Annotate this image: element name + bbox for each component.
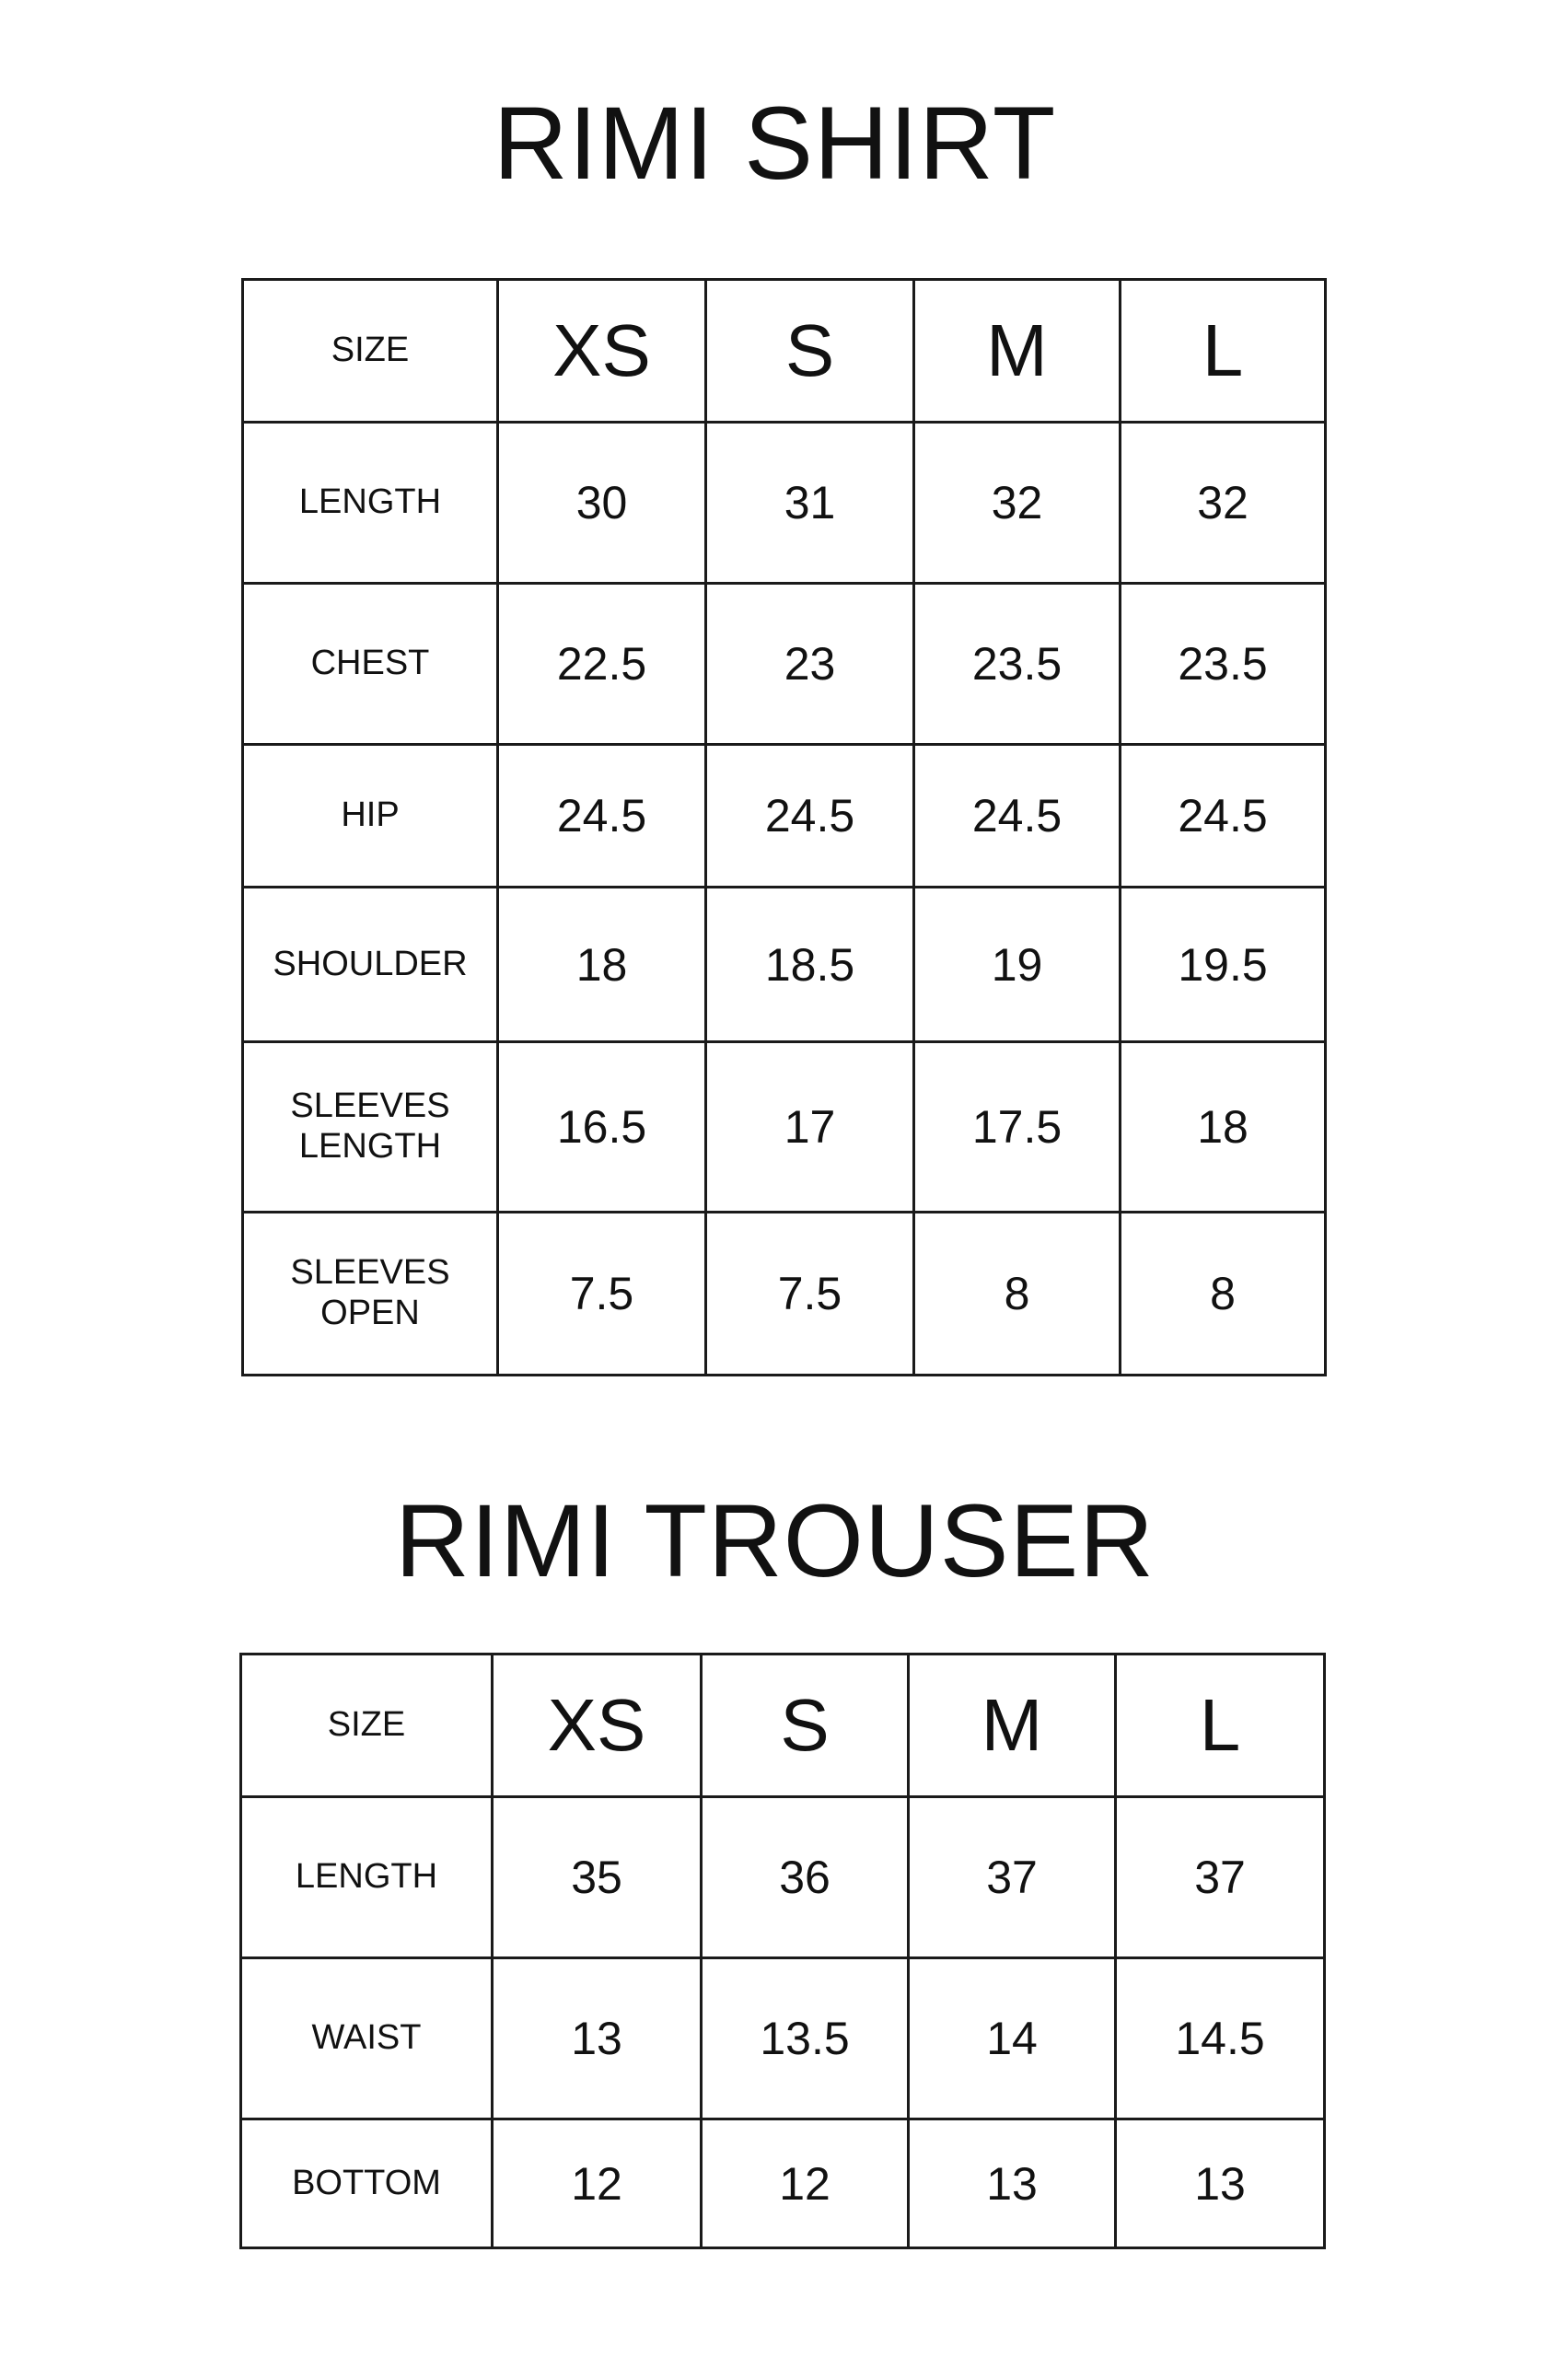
shirt-measure-row xyxy=(243,1042,1326,1213)
measure-label-line: LENGTH xyxy=(298,1127,442,1166)
shirt-measure-value: 19 xyxy=(914,888,1121,1042)
shirt-chart-title: RIMI SHIRT xyxy=(493,86,1057,201)
trouser-measure-row xyxy=(241,1958,1325,2119)
measure-label-line: SLEEVES xyxy=(290,1253,450,1293)
shirt-measure-row xyxy=(243,888,1326,1042)
shirt-measure-value: 24.5 xyxy=(914,745,1121,888)
shirt-measure-value: 23.5 xyxy=(1121,584,1326,745)
shirt-measure-label xyxy=(243,1213,498,1376)
trouser-measure-row xyxy=(241,1797,1325,1958)
shirt-measure-value: 7.5 xyxy=(706,1213,914,1376)
measure-label-line: CHEST xyxy=(310,644,430,683)
trouser-size-m: M xyxy=(909,1655,1116,1797)
shirt-size-s: S xyxy=(706,280,914,423)
shirt-measure-value: 32 xyxy=(1121,423,1326,584)
shirt-size-m: M xyxy=(914,280,1121,423)
shirt-measure-value: 17 xyxy=(706,1042,914,1213)
shirt-measure-label xyxy=(243,584,498,745)
measure-label-line: LENGTH xyxy=(298,482,442,522)
shirt-measure-value: 18 xyxy=(1121,1042,1326,1213)
shirt-size-table xyxy=(241,278,1327,1376)
shirt-measure-value: 18 xyxy=(498,888,706,1042)
trouser-measure-value: 12 xyxy=(493,2119,702,2248)
shirt-measure-value: 8 xyxy=(914,1213,1121,1376)
trouser-measure-value: 13 xyxy=(909,2119,1116,2248)
shirt-measure-value: 23 xyxy=(706,584,914,745)
trouser-measure-label xyxy=(241,1958,493,2119)
shirt-measure-value: 18.5 xyxy=(706,888,914,1042)
shirt-measure-value: 24.5 xyxy=(498,745,706,888)
trouser-measure-value: 14.5 xyxy=(1116,1958,1325,2119)
shirt-size-header-row xyxy=(243,280,1326,423)
measure-label-line: OPEN xyxy=(320,1294,420,1332)
trouser-measure-row xyxy=(241,2119,1325,2248)
trouser-size-s: S xyxy=(702,1655,909,1797)
shirt-measure-value: 22.5 xyxy=(498,584,706,745)
trouser-size-xs: XS xyxy=(493,1655,702,1797)
shirt-size-xs: XS xyxy=(498,280,706,423)
shirt-measure-value: 16.5 xyxy=(498,1042,706,1213)
shirt-measure-row xyxy=(243,745,1326,888)
trouser-measure-value: 14 xyxy=(909,1958,1116,2119)
shirt-measure-value: 7.5 xyxy=(498,1213,706,1376)
shirt-measure-value: 17.5 xyxy=(914,1042,1121,1213)
shirt-measure-value: 24.5 xyxy=(706,745,914,888)
measure-label-line: WAIST xyxy=(311,2018,422,2058)
trouser-size-label: SIZE xyxy=(241,1655,493,1797)
trouser-measure-value: 13 xyxy=(1116,2119,1325,2248)
trouser-measure-value: 36 xyxy=(702,1797,909,1958)
trouser-size-l: L xyxy=(1116,1655,1325,1797)
trouser-measure-value: 35 xyxy=(493,1797,702,1958)
shirt-measure-label xyxy=(243,423,498,584)
trouser-measure-value: 13 xyxy=(493,1958,702,2119)
shirt-measure-value: 30 xyxy=(498,423,706,584)
shirt-measure-value: 24.5 xyxy=(1121,745,1326,888)
trouser-measure-label xyxy=(241,1797,493,1958)
trouser-measure-value: 13.5 xyxy=(702,1958,909,2119)
measure-label-line: SLEEVES xyxy=(290,1086,450,1126)
shirt-measure-label xyxy=(243,1042,498,1213)
shirt-measure-value: 23.5 xyxy=(914,584,1121,745)
trouser-measure-label xyxy=(241,2119,493,2248)
shirt-measure-row xyxy=(243,423,1326,584)
trouser-chart-title: RIMI TROUSER xyxy=(394,1483,1156,1598)
shirt-measure-value: 31 xyxy=(706,423,914,584)
shirt-measure-row xyxy=(243,584,1326,745)
measure-label-line: SHOULDER xyxy=(273,944,468,983)
shirt-size-label: SIZE xyxy=(243,280,498,423)
measure-label-line: LENGTH xyxy=(295,1857,438,1897)
trouser-size-header-row xyxy=(241,1655,1325,1797)
shirt-measure-value: 19.5 xyxy=(1121,888,1326,1042)
trouser-measure-value: 37 xyxy=(909,1797,1116,1958)
shirt-measure-value: 32 xyxy=(914,423,1121,584)
shirt-measure-value: 8 xyxy=(1121,1213,1326,1376)
measure-label-line: BOTTOM xyxy=(292,2163,441,2202)
trouser-measure-value: 12 xyxy=(702,2119,909,2248)
shirt-measure-label xyxy=(243,888,498,1042)
shirt-measure-row xyxy=(243,1213,1326,1376)
shirt-size-l: L xyxy=(1121,280,1326,423)
measure-label-line: HIP xyxy=(341,795,400,835)
trouser-size-table xyxy=(239,1653,1326,2249)
shirt-measure-label xyxy=(243,745,498,888)
trouser-measure-value: 37 xyxy=(1116,1797,1325,1958)
